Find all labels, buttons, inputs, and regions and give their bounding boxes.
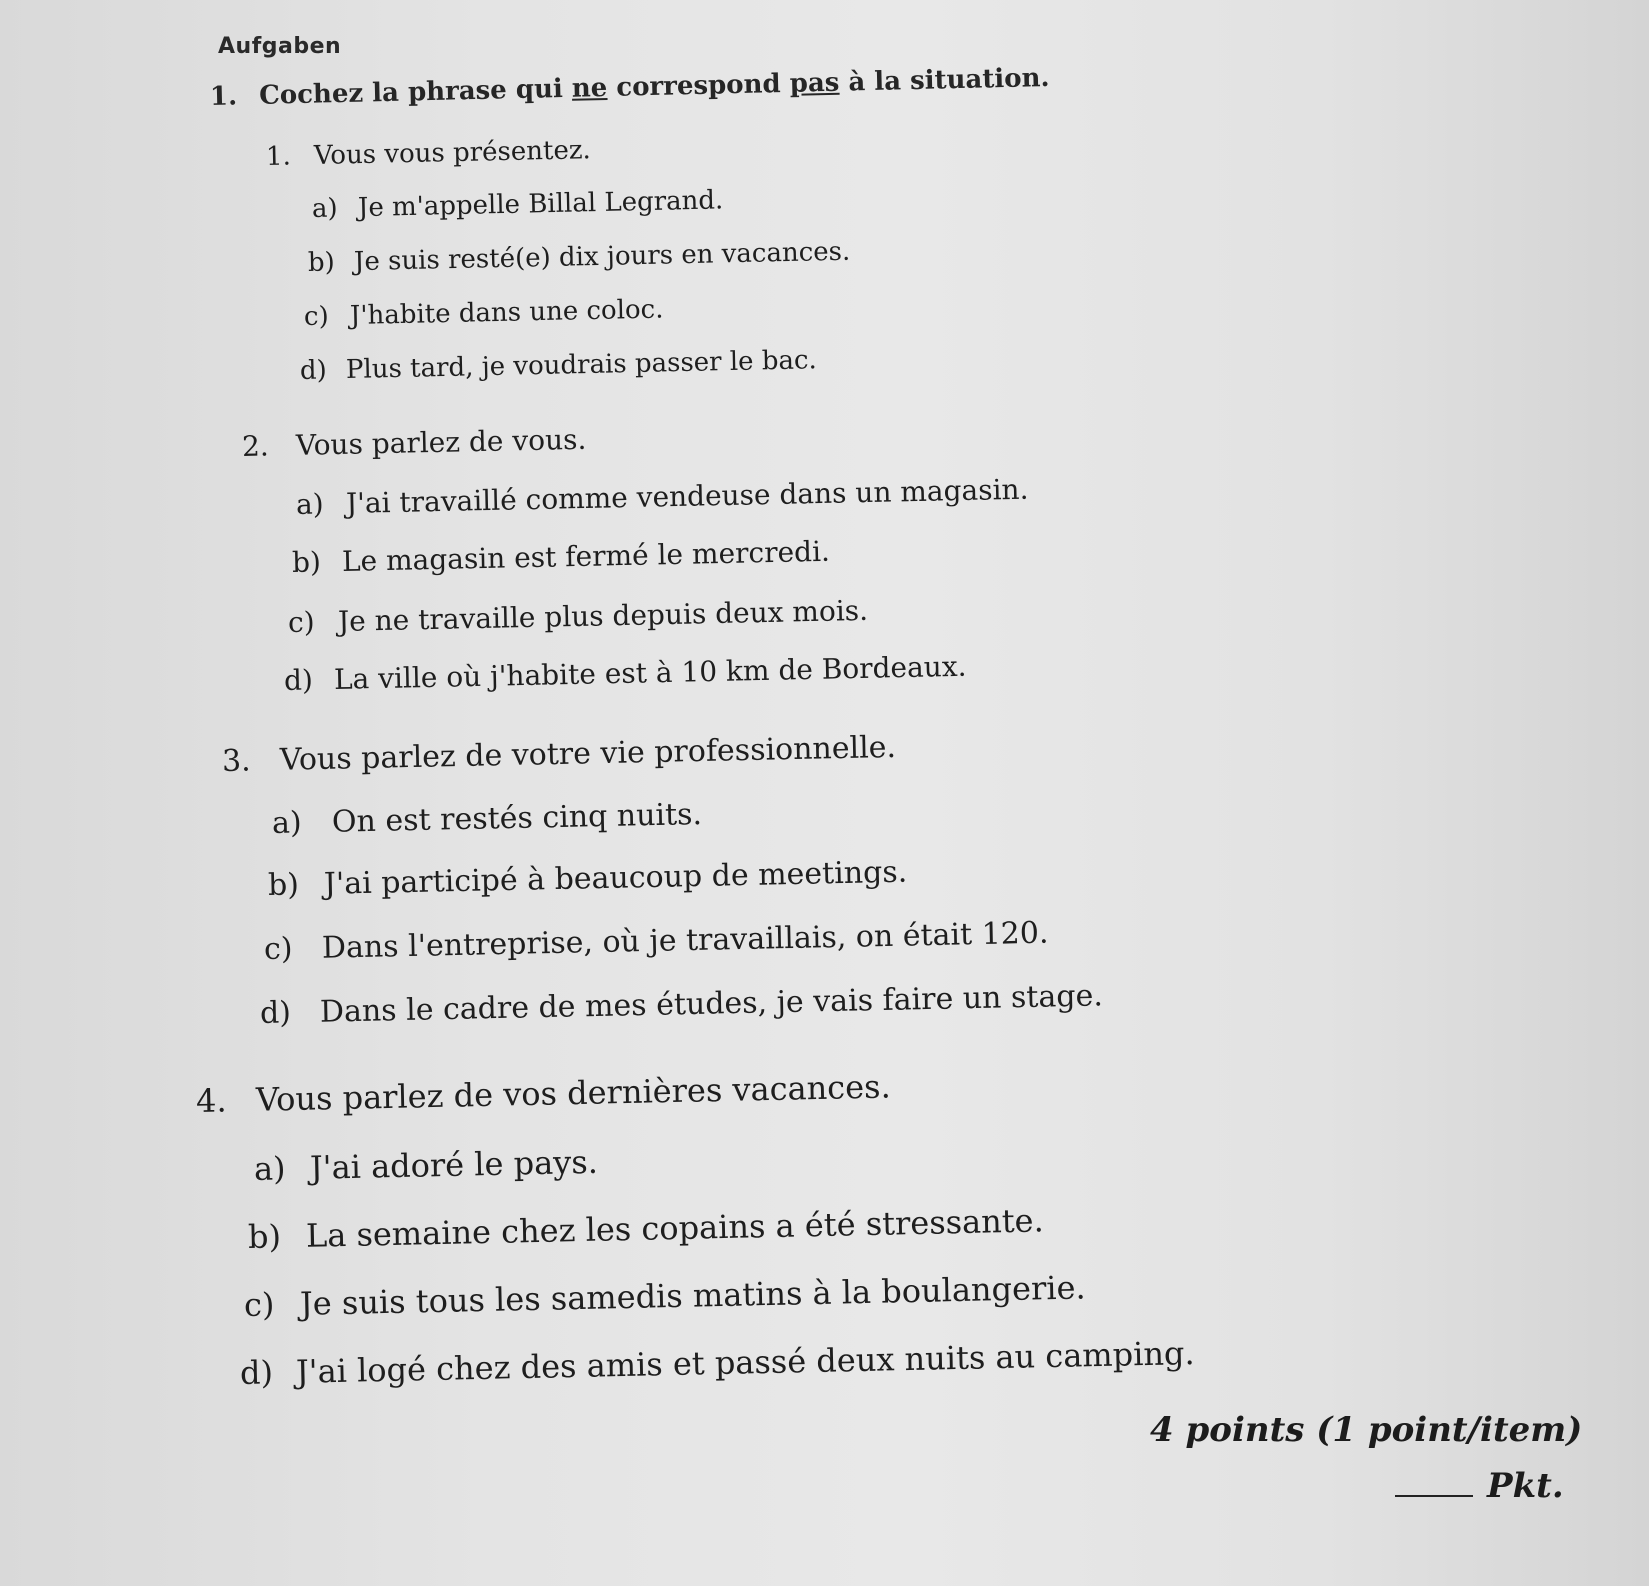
page-header: Aufgaben xyxy=(218,34,342,59)
instruction-ne: ne xyxy=(571,72,608,104)
option-4a[interactable] xyxy=(254,1143,599,1188)
option-text: J'ai logé chez des amis et passé deux nuits au camping. xyxy=(295,1334,1195,1391)
option-label: b) xyxy=(291,545,322,579)
option-label: c) xyxy=(287,605,315,639)
points-note: 4 points (1 point/item) xyxy=(1150,1410,1583,1450)
option-1c[interactable] xyxy=(304,294,664,332)
pkt-label: Pkt. xyxy=(1487,1466,1564,1506)
question-2-title xyxy=(242,423,587,463)
option-text: Dans le cadre de mes études, je vais faire un stage. xyxy=(319,978,1104,1030)
option-label: b) xyxy=(247,1217,282,1256)
question-4-title xyxy=(196,1067,891,1120)
option-2b[interactable] xyxy=(292,535,831,579)
question-number: 3. xyxy=(221,743,251,779)
score-blank[interactable] xyxy=(1395,1495,1473,1497)
option-label: c) xyxy=(263,931,293,967)
option-4d[interactable] xyxy=(240,1334,1195,1392)
option-2c[interactable] xyxy=(288,594,869,639)
option-text: J'ai travaillé comme vendeuse dans un magasin. xyxy=(345,472,1029,520)
option-label: c) xyxy=(243,1285,275,1324)
instruction-pas: pas xyxy=(789,67,840,99)
option-text: La ville où j'habite est à 10 km de Bordeaux. xyxy=(333,649,967,696)
option-text: On est restés cinq nuits. xyxy=(331,796,703,840)
option-1a[interactable] xyxy=(312,185,724,224)
option-text: J'ai participé à beaucoup de meetings. xyxy=(323,854,908,902)
option-text: Je suis tous les samedis matins à la boulangerie. xyxy=(299,1268,1086,1323)
option-3c[interactable] xyxy=(264,916,1049,967)
option-3a[interactable] xyxy=(272,797,703,841)
option-text: Je suis resté(e) dix jours en vacances. xyxy=(353,236,851,278)
instruction-text-post: à la situation. xyxy=(839,62,1050,98)
question-number: 2. xyxy=(241,429,270,463)
task-number: 1. xyxy=(209,81,238,112)
option-1d[interactable] xyxy=(300,345,817,386)
question-number: 1. xyxy=(265,141,292,172)
option-label: a) xyxy=(311,193,338,224)
task-instruction xyxy=(210,63,1050,112)
question-text: Vous vous présentez. xyxy=(313,135,592,171)
option-text: J'habite dans une coloc. xyxy=(349,294,664,332)
option-label: a) xyxy=(295,487,324,521)
option-text: J'ai adoré le pays. xyxy=(309,1142,599,1187)
option-4c[interactable] xyxy=(244,1268,1086,1324)
option-label: a) xyxy=(253,1149,286,1188)
option-label: d) xyxy=(299,355,328,386)
option-label: a) xyxy=(271,805,302,841)
option-text: Le magasin est fermé le mercredi. xyxy=(341,534,831,578)
option-label: b) xyxy=(267,867,300,903)
score-line xyxy=(1395,1466,1564,1506)
option-text: La semaine chez les copains a été stressante. xyxy=(305,1201,1045,1255)
question-3-title xyxy=(222,730,897,779)
option-2d[interactable] xyxy=(284,650,967,697)
option-3b[interactable] xyxy=(268,855,908,903)
instruction-text-mid: correspond xyxy=(606,68,791,103)
question-text: Vous parlez de votre vie professionnelle. xyxy=(279,729,897,778)
question-text: Vous parlez de vos dernières vacances. xyxy=(255,1067,892,1119)
option-label: b) xyxy=(307,247,336,278)
question-text: Vous parlez de vous. xyxy=(295,422,587,462)
question-number: 4. xyxy=(195,1081,227,1120)
option-text: Je m'appelle Billal Legrand. xyxy=(357,185,724,224)
option-label: d) xyxy=(283,663,314,697)
option-1b[interactable] xyxy=(308,237,851,278)
option-3d[interactable] xyxy=(260,978,1104,1031)
option-label: d) xyxy=(259,995,292,1031)
instruction-text-pre: Cochez la phrase qui xyxy=(258,73,573,111)
option-4b[interactable] xyxy=(248,1201,1044,1256)
option-label: d) xyxy=(239,1353,274,1392)
option-2a[interactable] xyxy=(296,473,1029,521)
option-text: Plus tard, je voudrais passer le bac. xyxy=(345,345,818,386)
option-label: c) xyxy=(303,301,330,332)
option-text: Dans l'entreprise, où je travaillais, on était 120. xyxy=(321,915,1049,966)
question-1-title xyxy=(266,135,591,172)
option-text: Je ne travaille plus depuis deux mois. xyxy=(337,593,869,638)
